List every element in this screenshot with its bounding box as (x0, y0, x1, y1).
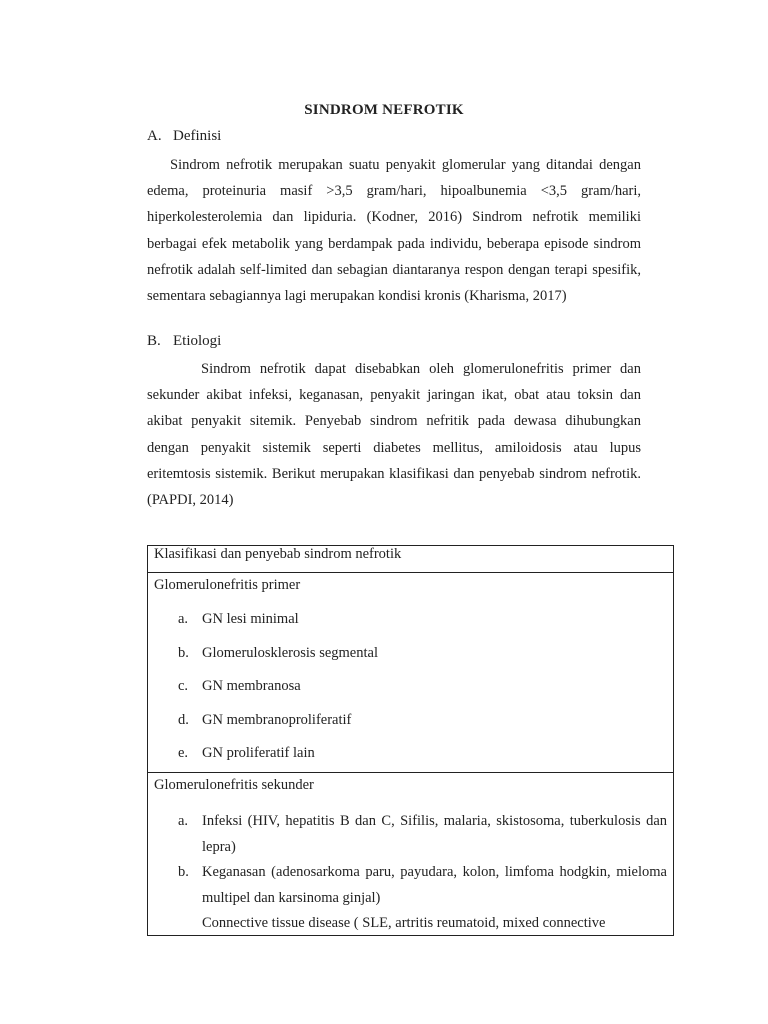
list-marker: c. (178, 678, 189, 694)
group-item-list (154, 794, 667, 935)
list-item-text: GN lesi minimal (202, 611, 299, 627)
list-item (178, 860, 667, 911)
list-marker: b. (178, 864, 189, 880)
group-cell-primer (148, 573, 674, 773)
page-title: SINDROM NEFROTIK (304, 102, 464, 118)
list-marker: d. (178, 711, 189, 728)
list-item-text: GN proliferatif lain (202, 745, 315, 761)
section-heading-definisi (147, 128, 221, 145)
list-item (178, 911, 667, 935)
table-header-row (148, 546, 674, 573)
group-label: Glomerulonefritis sekunder (154, 777, 314, 793)
group-item-list (154, 594, 667, 772)
section-heading-label: Definisi (173, 128, 222, 144)
list-item-text: GN membranosa (202, 678, 301, 694)
list-item (178, 809, 667, 860)
paragraph-text: Sindrom nefrotik dapat disebabkan oleh glomerulonefritis primer dan sekunder akibat infeksi, keganasan, penyakit jaringan ikat, obat atau toksin dan akibat penyakit sitemik. Penyebab sindrom nefritik pada dewasa dihubungkan dengan penyakit sistemik seperti diabetes mellitus, amiloidosis atau lupus eritemtosis sistemik. Berikut merupakan klasifikasi dan penyebab sindrom nefrotik.(PAPDI, 2014) (147, 361, 641, 509)
section-heading-etiologi (147, 333, 221, 350)
table-row (148, 773, 674, 936)
list-item (178, 712, 667, 746)
paragraph-etiologi (147, 356, 641, 513)
list-item-text: Keganasan (adenosarkoma paru, payudara, kolon, limfoma hodgkin, mieloma multipel dan karsinoma ginjal) (202, 864, 667, 906)
section-heading-label: Etiologi (173, 333, 222, 349)
list-marker: a. (178, 813, 189, 829)
table-header-cell: Klasifikasi dan penyebab sindrom nefrotik (148, 546, 674, 573)
classification-table (147, 545, 674, 936)
list-item-text: Connective tissue disease ( SLE, artritis reumatoid, mixed connective (202, 915, 606, 931)
list-item (178, 745, 667, 772)
list-marker: e. (178, 745, 189, 761)
group-cell-sekunder (148, 773, 674, 936)
list-marker: a. (178, 611, 189, 627)
list-item-text: Glomerulosklerosis segmental (202, 644, 378, 661)
list-item (178, 678, 667, 712)
section-letter: B. (147, 333, 161, 349)
list-item (178, 645, 667, 679)
section-letter: A. (147, 128, 162, 144)
list-marker: b. (178, 644, 189, 661)
list-item-text: Infeksi (HIV, hepatitis B dan C, Sifilis, malaria, skistosoma, tuberkulosis dan lepra) (202, 813, 667, 855)
group-label: Glomerulonefritis primer (154, 577, 301, 593)
list-item-text: GN membranoproliferatif (202, 711, 352, 728)
list-item (178, 611, 667, 645)
table-row (148, 573, 674, 773)
paragraph-definisi (147, 152, 641, 309)
paragraph-text: Sindrom nefrotik merupakan suatu penyakit glomerular yang ditandai dengan edema, proteinuria masif >3,5 gram/hari, hipoalbunemia <3,5 gram/hari, hiperkolesterolemia dan lipiduria. (Kodner, 2016) Sindrom nefrotik memiliki berbagai efek metabolik yang berdampak pada individu, beberapa episode sindrom nefrotik adalah self-limited dan sebagian diantaranya respon dengan terapi spesifik, sementara sebagiannya lagi merupakan kondisi kronis (Kharisma, 2017) (147, 157, 641, 305)
